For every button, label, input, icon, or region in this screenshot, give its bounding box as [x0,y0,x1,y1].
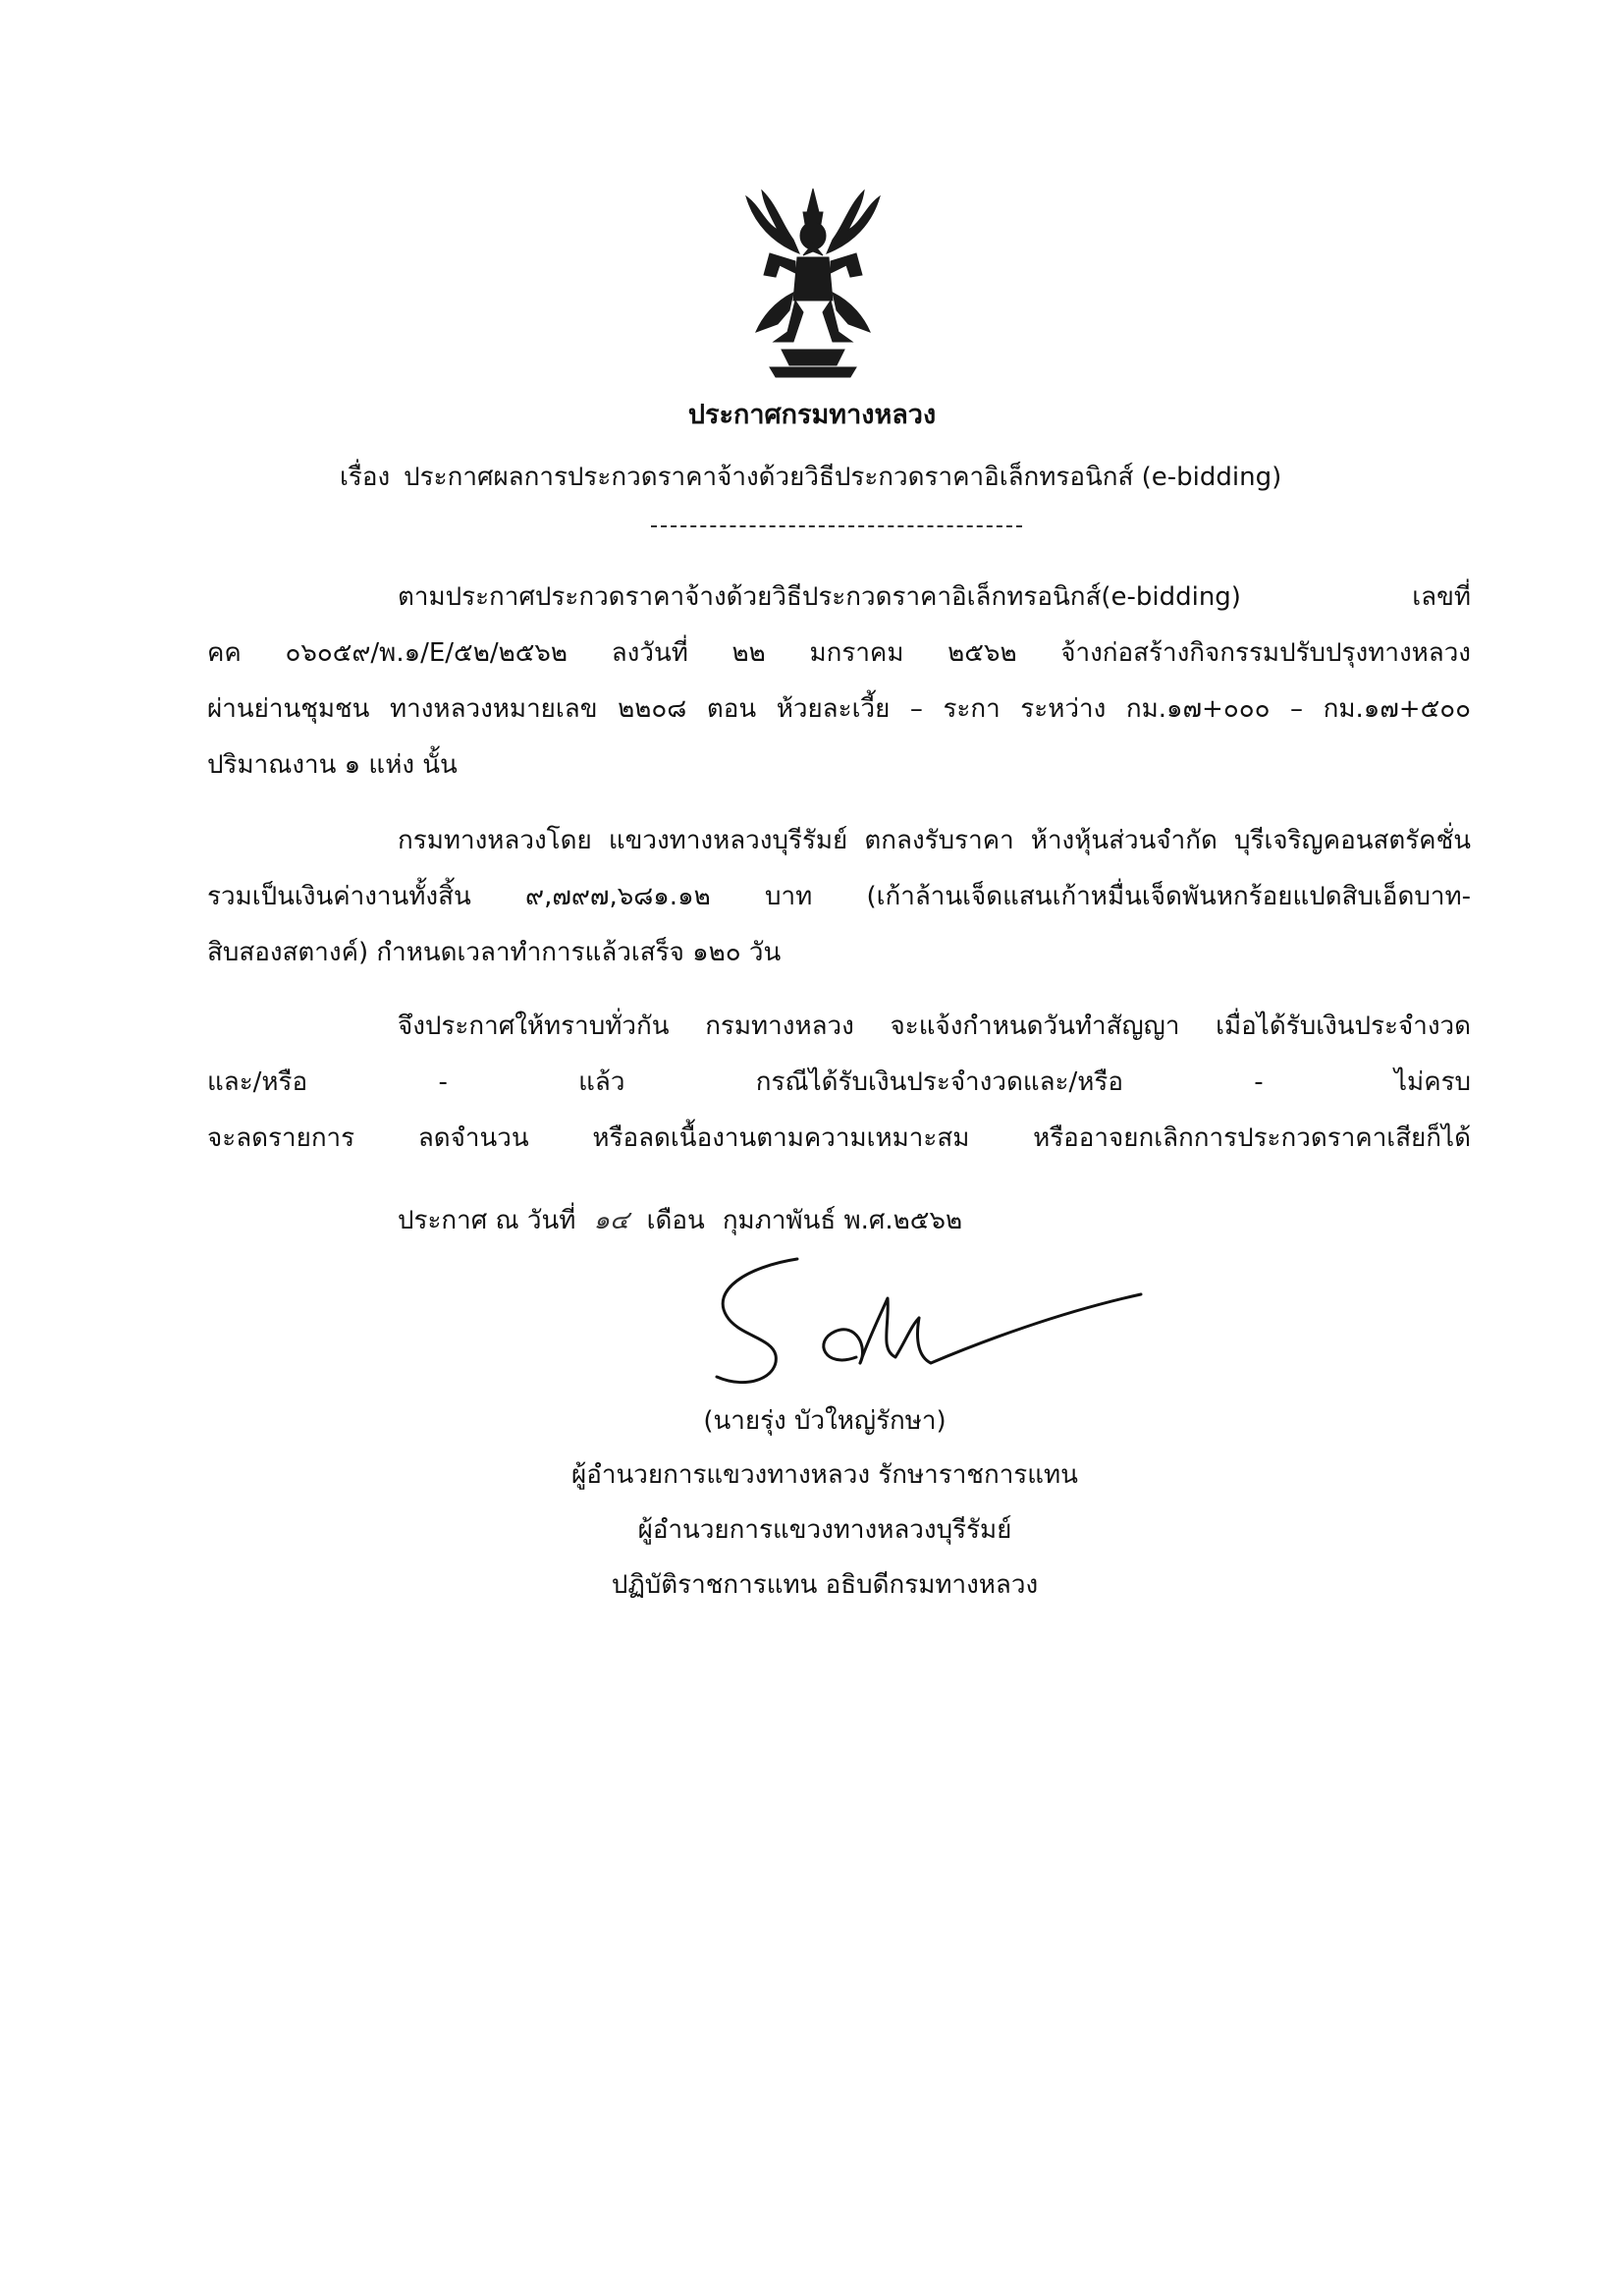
subject-text: ประกาศผลการประกวดราคาจ้างด้วยวิธีประกวดราคาอิเล็กทรอนิกส์ (e-bidding) [404,463,1282,492]
paragraph-line-spaced [207,1055,1471,1111]
text-fragment: และ/หรือ [207,1067,308,1097]
garuda-emblem-icon [734,185,892,381]
text-fragment: แล้ว [578,1067,625,1097]
paragraph-line: รวมเป็นเงินค่างานทั้งสิ้น ๙,๗๙๗,๖๘๑.๑๒ บาท (เก้าล้านเจ็ดแสนเก้าหมื่นเจ็ดพันหกร้อยแปดสิบเอ็ดบาท- [207,882,1471,911]
divider [651,525,1022,527]
handwritten-signature [687,1247,1149,1404]
paragraph-line: จะลดรายการ ลดจำนวน หรือลดเนื้องานตามความเหมาะสม หรืออาจยกเลิกการประกวดราคาเสียก็ได้ [207,1123,1471,1153]
signer-position-2: ผู้อำนวยการแขวงทางหลวงบุรีรัมย์ [637,1515,1012,1545]
date-month-label: เดือน [646,1206,705,1235]
paragraph-line: คค ๐๖๐๕๙/พ.๑/E/๕๒/๒๕๖๒ ลงวันที่ ๒๒ มกราคม ๒๕๖๒ จ้างก่อสร้างกิจกรรมปรับปรุงทางหลวง [207,638,1471,668]
paragraph-line: ตามประกาศประกวดราคาจ้างด้วยวิธีประกวดราคาอิเล็กทรอนิกส์(e-bidding) เลขที่ [398,582,1471,612]
date-month-year: กุมภาพันธ์ พ.ศ.๒๕๖๒ [722,1206,963,1235]
paragraph-line: กรมทางหลวงโดย แขวงทางหลวงบุรีรัมย์ ตกลงรับราคา ห้างหุ้นส่วนจำกัด บุรีเจริญคอนสตรัคชั่น [398,826,1471,855]
paragraph-award [207,813,1471,981]
signer-position-3: ปฏิบัติราชการแทน อธิบดีกรมทางหลวง [611,1570,1039,1600]
signer-position-1: ผู้อำนวยการแขวงทางหลวง รักษาราชการแทน [571,1460,1078,1490]
paragraph-line: สิบสองสตางค์) กำหนดเวลาทำการแล้วเสร็จ ๑๒๐ วัน [207,938,782,967]
paragraph-line: จึงประกาศให้ทราบทั่วกัน กรมทางหลวง จะแจ้งกำหนดวันทำสัญญา เมื่อได้รับเงินประจำงวด [398,1011,1471,1041]
date-prefix: ประกาศ ณ วันที่ [398,1206,576,1235]
announcement-date [398,1200,980,1240]
paragraph-announcement [207,570,1471,793]
subject-label: เรื่อง [340,463,391,492]
page-title: ประกาศกรมทางหลวง [687,400,937,430]
text-fragment: - [438,1067,448,1097]
signer-name: (นายรุ่ง บัวใหญ่รักษา) [703,1406,947,1436]
text-fragment: กรณีได้รับเงินประจำงวดและ/หรือ [755,1067,1123,1097]
text-fragment: ไม่ครบ [1393,1067,1472,1097]
text-fragment: - [1254,1067,1264,1097]
paragraph-line: ปริมาณงาน ๑ แห่ง นั้น [207,750,458,780]
paragraph-contract-notice [207,999,1471,1167]
date-day: ๑๔ [593,1206,629,1235]
subject-line [340,457,1281,497]
paragraph-line: ผ่านย่านชุมชน ทางหลวงหมายเลข ๒๒๐๘ ตอน ห้วยละเวี้ย – ระกา ระหว่าง กม.๑๗+๐๐๐ – กม.๑๗+๕๐๐ [207,694,1471,724]
